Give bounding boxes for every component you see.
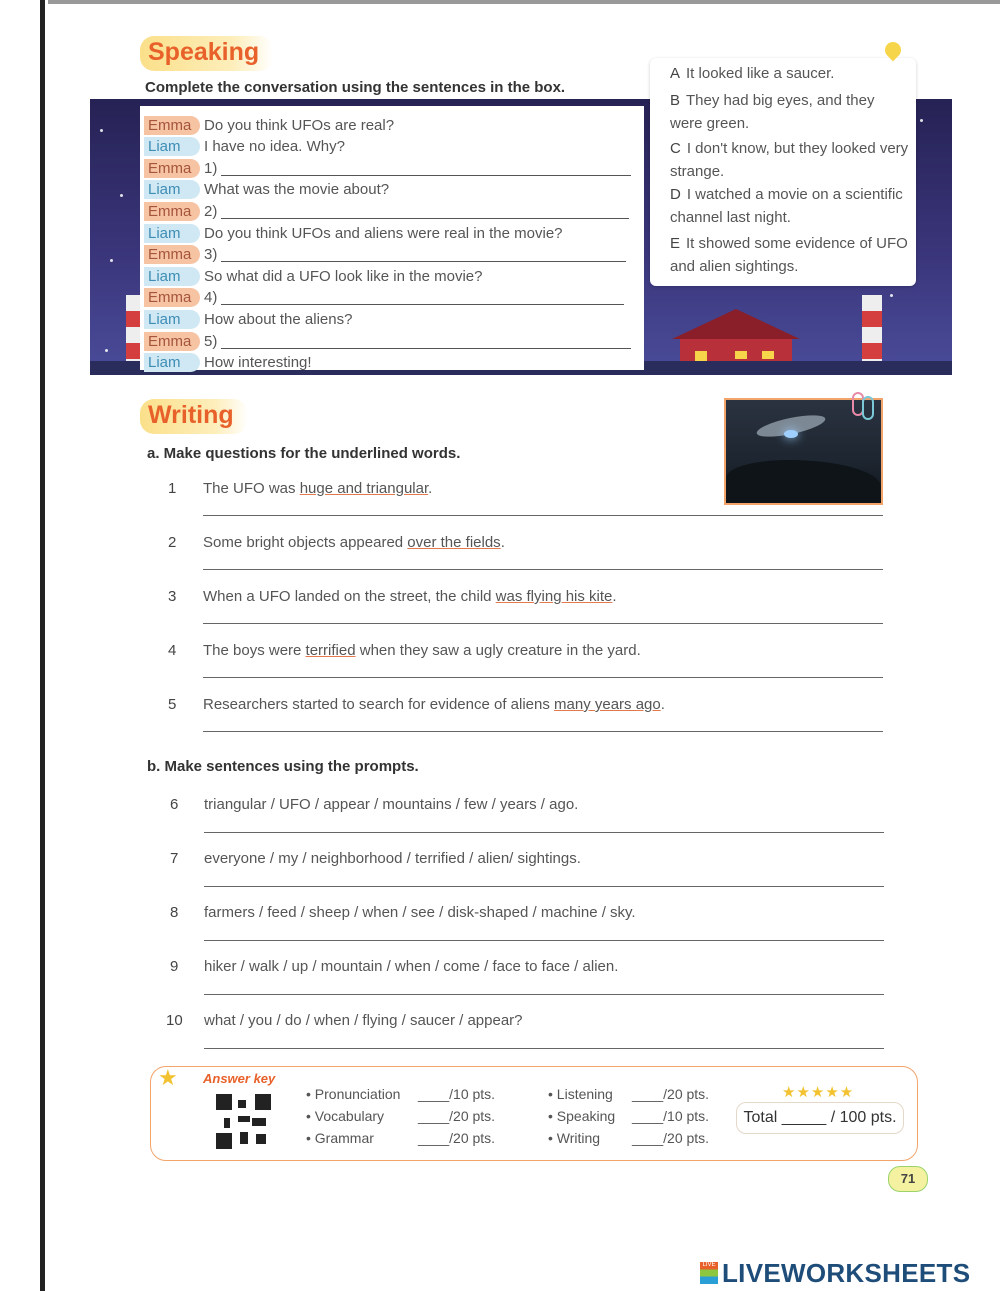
- speaker-label: Liam: [144, 224, 200, 243]
- answer-line[interactable]: [203, 731, 883, 732]
- conversation-row: [144, 200, 629, 222]
- question-text: Researchers started to search for evidence of aliens many years ago.: [203, 696, 665, 713]
- question-number: 5: [168, 696, 177, 713]
- conversation-text: 3): [204, 246, 218, 264]
- option-a: A It looked like a saucer.: [670, 65, 835, 82]
- page-edge: [40, 0, 45, 1291]
- question-number: 1: [168, 480, 177, 497]
- prompt-text: hiker / walk / up / mountain / when / come / face to face / alien.: [204, 958, 619, 975]
- qr-code-icon: [216, 1094, 271, 1149]
- answer-line[interactable]: [203, 515, 883, 516]
- answer-line[interactable]: [204, 994, 884, 995]
- conversation-row: [144, 179, 389, 201]
- conversation-text: How about the aliens?: [204, 310, 353, 328]
- conversation-text: 4): [204, 289, 218, 307]
- conversation-text: 1): [204, 159, 218, 177]
- liveworksheets-brand: LIVEWORKSHEETS: [722, 1258, 971, 1288]
- answer-line[interactable]: [204, 1048, 884, 1049]
- paperclip-icon: [862, 396, 874, 420]
- question-text: The UFO was huge and triangular.: [203, 480, 433, 497]
- rating-stars: ★★★★★: [782, 1084, 855, 1101]
- answer-line[interactable]: [203, 569, 883, 570]
- speaker-label: Emma: [144, 245, 200, 264]
- prompt-text: farmers / feed / sheep / when / see / disk-shaped / machine / sky.: [204, 904, 636, 921]
- answer-line[interactable]: [204, 832, 884, 833]
- speaker-label: Emma: [144, 288, 200, 307]
- score-item: • Speaking ____/10 pts.: [548, 1108, 710, 1124]
- option-e: E It showed some evidence of UFO and alien sightings.: [670, 235, 908, 275]
- speaker-label: Liam: [144, 267, 200, 286]
- speaking-title: Speaking: [140, 36, 273, 71]
- option-c: C I don't know, but they looked very strange.: [670, 140, 909, 180]
- prompt-text: everyone / my / neighborhood / terrified / alien/ sightings.: [204, 850, 581, 867]
- speaker-label: Emma: [144, 202, 200, 221]
- conversation-row: [144, 157, 631, 179]
- conversation-text: Do you think UFOs are real?: [204, 116, 395, 134]
- question-number: 9: [170, 958, 179, 975]
- question-number: 10: [166, 1012, 183, 1029]
- answer-line[interactable]: [204, 886, 884, 887]
- prompt-text: what / you / do / when / flying / saucer / appear?: [204, 1012, 523, 1029]
- prompt-text: triangular / UFO / appear / mountains / few / years / ago.: [204, 796, 579, 813]
- answer-blank[interactable]: [221, 334, 631, 349]
- score-item: • Pronunciation ____/10 pts.: [306, 1086, 496, 1102]
- question-number: 6: [170, 796, 179, 813]
- question-text: Some bright objects appeared over the fields.: [203, 534, 505, 551]
- conversation-row: [144, 222, 563, 244]
- score-item: • Writing ____/20 pts.: [548, 1130, 710, 1146]
- answer-blank[interactable]: [221, 161, 631, 176]
- page-number: 71: [888, 1166, 928, 1192]
- score-item: • Grammar ____/20 pts.: [306, 1130, 496, 1146]
- question-text: When a UFO landed on the street, the child was flying his kite.: [203, 588, 617, 605]
- option-d: D I watched a movie on a scientific channel last night.: [670, 186, 903, 226]
- speaking-instruction: Complete the conversation using the sentences in the box.: [145, 79, 566, 96]
- question-number: 3: [168, 588, 177, 605]
- speaker-label: Emma: [144, 159, 200, 178]
- conversation-text: 2): [204, 202, 218, 220]
- answer-blank[interactable]: [221, 204, 629, 219]
- conversation-row: [144, 330, 631, 352]
- speaker-label: Liam: [144, 180, 200, 199]
- conversation-text: What was the movie about?: [204, 181, 390, 199]
- conversation-row: [144, 244, 626, 266]
- option-b: B They had big eyes, and they were green.: [670, 92, 875, 132]
- conversation-row: [144, 265, 482, 287]
- conversation-row: [144, 114, 394, 136]
- writing-title: Writing: [140, 399, 248, 434]
- conversation-text: I have no idea. Why?: [204, 138, 345, 156]
- conversation-row: [144, 287, 624, 309]
- page-top-edge: [48, 0, 1000, 4]
- writing-b-instruction: b. Make sentences using the prompts.: [147, 758, 419, 775]
- shooting-star-icon: ★: [158, 1065, 178, 1090]
- score-item: • Listening ____/20 pts.: [548, 1086, 710, 1102]
- speaker-label: Liam: [144, 137, 200, 156]
- sentence-options-box: [650, 58, 916, 286]
- question-number: 8: [170, 904, 179, 921]
- question-text: The boys were terrified when they saw a ugly creature in the yard.: [203, 642, 641, 659]
- question-number: 7: [170, 850, 179, 867]
- writing-a-instruction: a. Make questions for the underlined words.: [147, 445, 461, 462]
- speaker-label: Emma: [144, 332, 200, 351]
- conversation-text: How interesting!: [204, 354, 312, 372]
- question-number: 2: [168, 534, 177, 551]
- speaker-label: Liam: [144, 310, 200, 329]
- total-score: Total _____ / 100 pts.: [736, 1102, 904, 1134]
- speaker-label: Liam: [144, 353, 200, 372]
- answer-blank[interactable]: [221, 290, 624, 305]
- conversation-row: [144, 352, 312, 374]
- answer-line[interactable]: [204, 940, 884, 941]
- answer-key-title: Answer key: [203, 1071, 276, 1086]
- answer-line[interactable]: [203, 623, 883, 624]
- answer-blank[interactable]: [221, 247, 626, 262]
- conversation-text: Do you think UFOs and aliens were real in the movie?: [204, 224, 563, 242]
- answer-line[interactable]: [203, 677, 883, 678]
- conversation-text: 5): [204, 332, 218, 350]
- liveworksheets-logo-icon: LIVE: [700, 1262, 718, 1284]
- speaker-label: Emma: [144, 116, 200, 135]
- conversation-box: [140, 106, 644, 370]
- conversation-row: [144, 308, 352, 330]
- question-number: 4: [168, 642, 177, 659]
- score-item: • Vocabulary ____/20 pts.: [306, 1108, 496, 1124]
- conversation-row: [144, 136, 345, 158]
- conversation-text: So what did a UFO look like in the movie?: [204, 267, 483, 285]
